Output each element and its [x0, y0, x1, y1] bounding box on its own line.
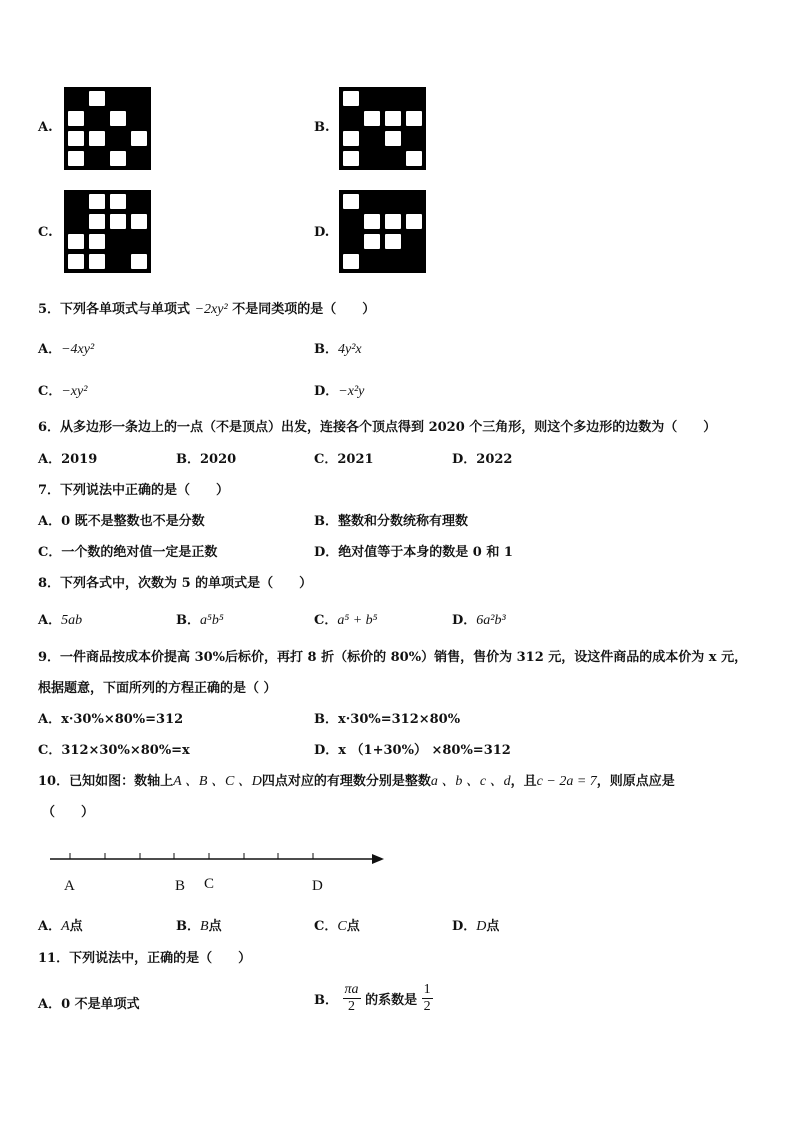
q10-option-c[interactable]: [314, 915, 360, 935]
option-text: x·30%×80%=312: [61, 712, 184, 727]
grid-cell-black: [384, 150, 402, 167]
option-label: B．: [314, 342, 338, 357]
grid-cell-white: [384, 110, 402, 127]
q4-option-label: A.: [38, 120, 53, 135]
grid-cell-black: [384, 253, 402, 270]
option-label: D．: [452, 919, 477, 934]
q10-option-d[interactable]: [452, 915, 499, 935]
q5-stem-text: 5．下列各单项式与单项式: [38, 302, 191, 317]
grid-cell-black: [363, 150, 381, 167]
q7-option-a[interactable]: [38, 510, 205, 529]
grid-cell-black: [67, 90, 85, 107]
grid-cell-white: [67, 233, 85, 250]
q10-paren: （ ）: [42, 805, 95, 820]
grid-cell-black: [384, 90, 402, 107]
grid-cell-white: [405, 213, 423, 230]
q6-option-a[interactable]: [38, 448, 97, 467]
number-line-figure: [40, 845, 400, 905]
fraction-numerator: 1: [423, 982, 431, 997]
option-text: 点: [208, 919, 222, 934]
q9-option-b[interactable]: [314, 708, 460, 727]
number-line-label-d: D: [312, 878, 323, 894]
q5-stem-text: 不是同类项的是（ ）: [232, 302, 376, 317]
grid-cell-white: [67, 150, 85, 167]
number-line-label-c: C: [204, 876, 215, 892]
option-variable: A: [61, 919, 70, 934]
grid-cell-white: [342, 130, 360, 147]
option-label: B．: [176, 452, 200, 467]
grid-cell-white: [130, 213, 148, 230]
option-label: A．: [38, 342, 62, 357]
q11-option-a[interactable]: [38, 993, 140, 1012]
fraction-denominator: 2: [423, 999, 431, 1014]
grid-cell-black: [405, 90, 423, 107]
option-label: C．: [314, 452, 338, 467]
grid-cell-white: [67, 130, 85, 147]
fraction-numerator: πa: [344, 982, 359, 997]
q8-option-c[interactable]: [314, 609, 378, 629]
option-label: C．: [38, 384, 62, 399]
grid-cell-black: [405, 130, 423, 147]
grid-cell-black: [363, 90, 381, 107]
grid-cell-black: [67, 193, 85, 210]
grid-cell-black: [130, 150, 148, 167]
q9-option-d[interactable]: [314, 739, 511, 758]
option-label: A．: [38, 514, 62, 529]
grid-cell-black: [363, 130, 381, 147]
option-text: −x²y: [338, 384, 365, 399]
q6-stem: 6．从多边形一条边上的一点（不是顶点）出发，连接各个顶点得到 2020 个三角形，则这个多边形的边数为（ ）: [38, 420, 717, 435]
grid-cell-white: [363, 233, 381, 250]
option-text: −xy²: [61, 384, 88, 399]
option-label: A．: [38, 919, 62, 934]
option-label: B．: [176, 613, 200, 628]
option-text: x·30%=312×80%: [338, 712, 461, 727]
grid-cell-black: [130, 193, 148, 210]
grid-cell-black: [342, 110, 360, 127]
fraction-one-half: [422, 982, 433, 1015]
option-text: a⁵b⁵: [200, 613, 224, 628]
grid-cell-black: [363, 253, 381, 270]
option-text: 2022: [476, 452, 513, 467]
q10-stem-text: 四点对应的有理数分别是整数: [261, 774, 431, 789]
option-text: 5ab: [61, 613, 83, 628]
option-label: C．: [314, 613, 338, 628]
q10-stem-variables: a 、b 、c 、d: [430, 774, 511, 789]
q10-stem-text: ，且: [510, 774, 537, 789]
q6-option-d[interactable]: [452, 448, 512, 467]
option-text: 整数和分数统称有理数: [338, 514, 469, 529]
q10-stem-text: ，则原点应是: [596, 774, 675, 789]
number-line-label-a: A: [64, 878, 75, 894]
grid-cell-white: [88, 253, 106, 270]
q4-grid-figure: [64, 190, 151, 273]
q7-option-d[interactable]: [314, 541, 513, 560]
grid-cell-white: [88, 233, 106, 250]
grid-cell-white: [88, 193, 106, 210]
grid-cell-white: [363, 110, 381, 127]
q9-option-a[interactable]: [38, 708, 183, 727]
q7-option-c[interactable]: [38, 541, 217, 560]
grid-cell-white: [405, 150, 423, 167]
grid-cell-black: [384, 193, 402, 210]
option-text: 2019: [61, 452, 98, 467]
q4-grid-figure: [64, 87, 151, 170]
option-label: B．: [314, 712, 338, 727]
option-label: D．: [314, 545, 339, 560]
option-label: B．: [176, 919, 200, 934]
grid-cell-white: [342, 253, 360, 270]
option-label: D．: [452, 613, 477, 628]
q11-stem: 11．下列说法中，正确的是（ ）: [38, 951, 252, 966]
option-variable: D: [476, 919, 487, 934]
q7-stem: 7．下列说法中正确的是（ ）: [38, 483, 230, 498]
grid-cell-white: [88, 90, 106, 107]
q9-stem-line1: 9．一件商品按成本价提高 30%后标价，再打 8 折（标价的 80%）销售，售价为 312 元，设这件商品的成本价为 x 元，: [38, 650, 748, 665]
q8-option-b[interactable]: [176, 609, 224, 629]
option-text: 绝对值等于本身的数是 0 和 1: [338, 545, 513, 560]
option-text: 的系数是: [365, 993, 418, 1008]
q10-option-b[interactable]: [176, 915, 222, 935]
option-text: x （1+30%） ×80%=312: [338, 743, 511, 758]
grid-cell-white: [109, 150, 127, 167]
grid-cell-black: [342, 213, 360, 230]
option-label: C．: [38, 743, 62, 758]
q10-stem-equation: c − 2a = 7: [536, 774, 597, 789]
q11-option-b[interactable]: [314, 982, 433, 1015]
option-text: a⁵ + b⁵: [337, 613, 378, 628]
option-label: A．: [38, 613, 62, 628]
number-line-label-b: B: [175, 878, 186, 894]
grid-cell-black: [109, 90, 127, 107]
number-line-arrow: [372, 854, 384, 864]
grid-cell-black: [109, 233, 127, 250]
grid-cell-white: [342, 90, 360, 107]
q5-option-d[interactable]: [314, 380, 364, 400]
grid-cell-white: [342, 150, 360, 167]
q5-option-a[interactable]: [38, 338, 94, 358]
grid-cell-black: [67, 213, 85, 230]
grid-cell-black: [405, 193, 423, 210]
q10-stem-points: A 、B 、C 、D: [173, 774, 262, 789]
grid-cell-white: [384, 233, 402, 250]
grid-cell-black: [88, 150, 106, 167]
fraction-pi-a-over-2: [343, 982, 361, 1015]
q10-option-a[interactable]: [38, 915, 83, 935]
grid-cell-black: [405, 253, 423, 270]
q4-option-label: D.: [314, 225, 330, 240]
grid-cell-black: [109, 253, 127, 270]
option-text: −4xy²: [61, 342, 95, 357]
option-text: 一个数的绝对值一定是正数: [61, 545, 218, 560]
option-label: D．: [314, 384, 339, 399]
grid-cell-black: [342, 233, 360, 250]
q7-option-b[interactable]: [314, 510, 468, 529]
option-text: 点: [346, 919, 360, 934]
grid-cell-white: [363, 213, 381, 230]
q5-option-c[interactable]: [38, 380, 87, 400]
option-label: A．: [38, 452, 62, 467]
q4-option-label: B.: [314, 120, 330, 135]
number-line-ticks: [70, 853, 313, 859]
q4-option-label: C.: [38, 225, 53, 240]
option-label: C．: [314, 919, 338, 934]
q6-option-c[interactable]: [314, 448, 374, 467]
grid-cell-black: [130, 90, 148, 107]
q5-option-b[interactable]: [314, 338, 362, 358]
grid-cell-black: [130, 233, 148, 250]
q8-stem: 8．下列各式中，次数为 5 的单项式是（ ）: [38, 576, 313, 591]
option-label: A．: [38, 997, 62, 1012]
grid-cell-white: [405, 110, 423, 127]
grid-cell-white: [342, 193, 360, 210]
q4-grid-figure: [339, 87, 426, 170]
grid-cell-black: [130, 110, 148, 127]
option-label: D．: [314, 743, 339, 758]
grid-cell-white: [384, 130, 402, 147]
grid-cell-white: [67, 253, 85, 270]
q9-option-c[interactable]: [38, 739, 190, 758]
option-text: 4y²x: [338, 342, 362, 357]
option-label: B．: [314, 514, 338, 529]
q8-option-a[interactable]: [38, 609, 82, 629]
q5-stem: [38, 298, 375, 318]
grid-cell-white: [109, 213, 127, 230]
option-text: 312×30%×80%=x: [61, 743, 190, 758]
q9-stem-line2: 根据题意，下面所列的方程正确的是（ ）: [38, 681, 277, 696]
grid-cell-black: [405, 233, 423, 250]
grid-cell-black: [109, 130, 127, 147]
option-label: A．: [38, 712, 62, 727]
grid-cell-white: [109, 193, 127, 210]
grid-cell-black: [363, 193, 381, 210]
option-text: 0 既不是整数也不是分数: [61, 514, 205, 529]
grid-cell-white: [130, 253, 148, 270]
grid-cell-white: [88, 130, 106, 147]
q8-option-d[interactable]: [452, 609, 506, 629]
option-variable: B: [200, 919, 209, 934]
q4-grid-figure: [339, 190, 426, 273]
grid-cell-white: [130, 130, 148, 147]
grid-cell-black: [88, 110, 106, 127]
fraction-denominator: 2: [348, 999, 356, 1014]
option-label: B．: [314, 993, 338, 1008]
q6-option-b[interactable]: [176, 448, 236, 467]
option-text: 2021: [337, 452, 374, 467]
option-text: 6a²b³: [476, 613, 506, 628]
q5-stem-expression: −2xy²: [194, 302, 228, 317]
grid-cell-white: [109, 110, 127, 127]
option-text: 点: [486, 919, 500, 934]
q10-stem-text: 10．已知如图：数轴上: [38, 774, 174, 789]
option-label: C．: [38, 545, 62, 560]
option-text: 点: [69, 919, 83, 934]
grid-cell-white: [67, 110, 85, 127]
option-text: 2020: [200, 452, 237, 467]
option-label: D．: [452, 452, 477, 467]
grid-cell-white: [384, 213, 402, 230]
q10-stem: [38, 770, 675, 790]
grid-cell-white: [88, 213, 106, 230]
option-text: 0 不是单项式: [61, 997, 140, 1012]
option-variable: C: [337, 919, 347, 934]
